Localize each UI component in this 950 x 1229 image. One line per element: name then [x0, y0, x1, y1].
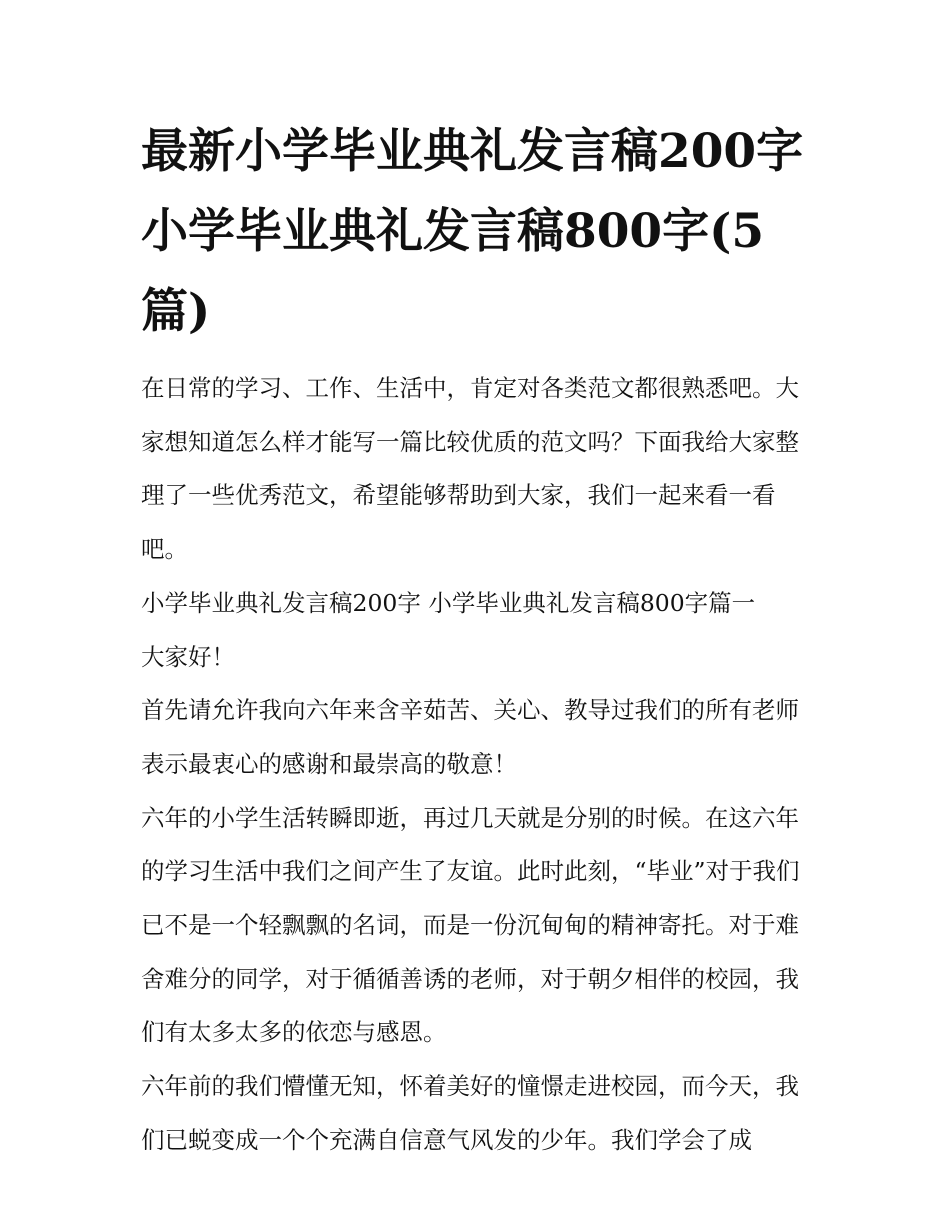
greeting-paragraph: 大家好！ — [141, 642, 235, 671]
section-heading: 小学毕业典礼发言稿200字 小学毕业典礼发言稿800字篇一 — [141, 588, 756, 617]
document-title: 最新小学毕业典礼发言稿200字 小学毕业典礼发言稿800字(5篇) — [141, 124, 804, 339]
thanks-paragraph: 首先请允许我向六年来含辛茹苦、关心、教导过我们的所有老师表示最衷心的感谢和最崇高的敬意！ — [141, 696, 799, 778]
document-body — [141, 112, 819, 1168]
school-life-paragraph: 六年的小学生活转瞬即逝，再过几天就是分别的时候。在这六年的学习生活中我们之间产生了友谊。此时此刻，“毕业”对于我们已不是一个轻飘飘的名词，而是一份沉甸甸的精神寄托。对于难舍难分的同学，对于循循善诱的老师，对于朝夕相伴的校园，我们有太多太多的依恋与感恩。 — [141, 803, 800, 1047]
growth-paragraph: 六年前的我们懵懂无知，怀着美好的憧憬走进校园，而今天，我们已蜕变成一个个充满自信意气风发的少年。我们学会了成 — [141, 1072, 799, 1154]
intro-paragraph: 在日常的学习、工作、生活中，肯定对各类范文都很熟悉吧。大家想知道怎么样才能写一篇比较优质的范文吗？下面我给大家整理了一些优秀范文，希望能够帮助到大家，我们一起来看一看吧。 — [141, 374, 799, 564]
